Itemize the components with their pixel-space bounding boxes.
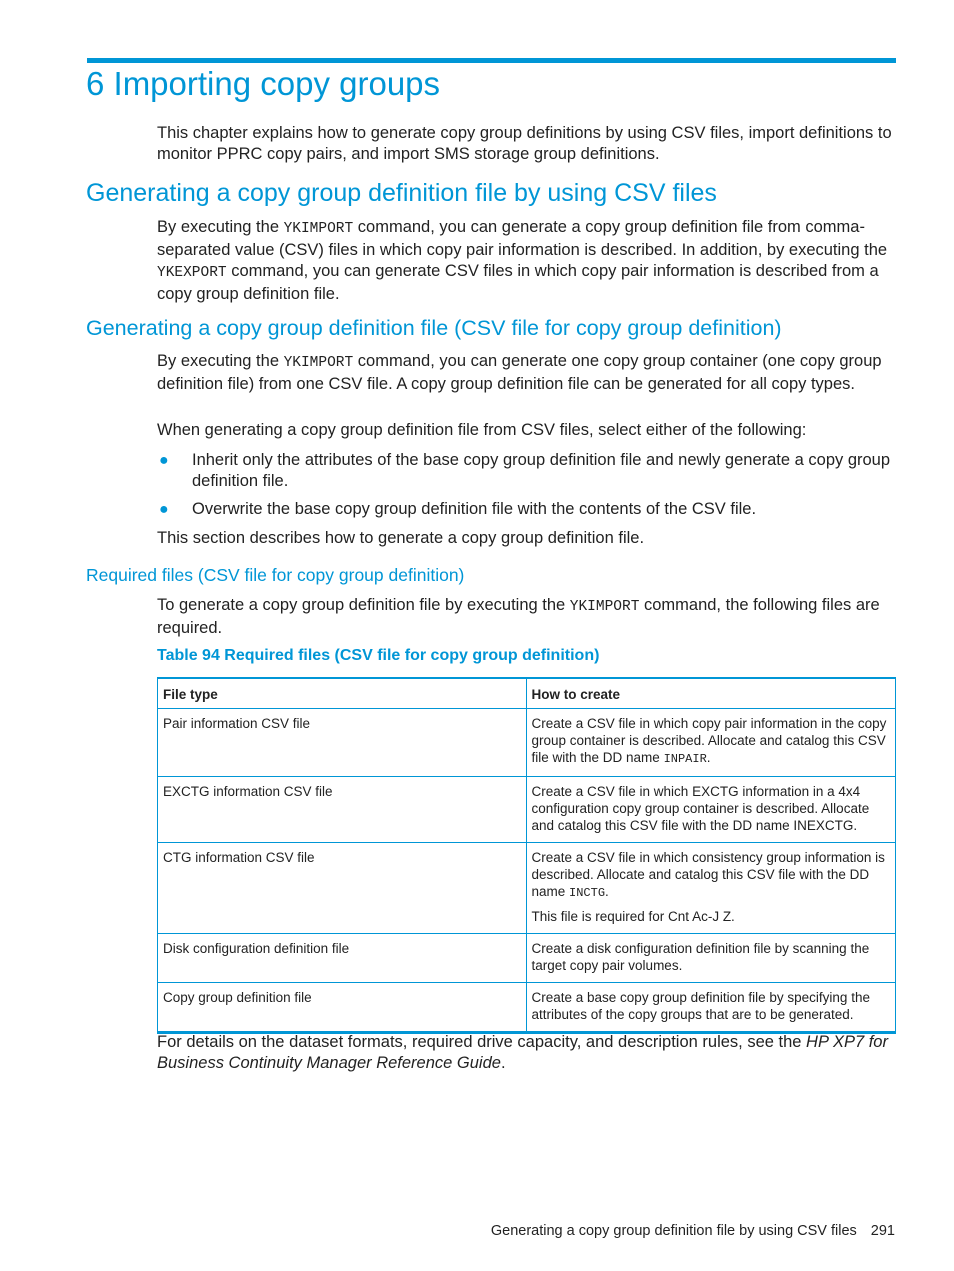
- section-heading-csv: Generating a copy group definition file by using CSV files: [86, 179, 717, 207]
- cell-how-to-create: [526, 843, 896, 934]
- list-item: [157, 450, 897, 492]
- dd-name-code: INCTG: [569, 886, 606, 900]
- section2-paragraph-1: [157, 351, 897, 395]
- cell-how-to-create: [526, 934, 896, 983]
- cell-file-type: Pair information CSV file: [158, 709, 527, 777]
- text: Create a CSV file in which consistency group information is described. Allocate and catalog this CSV file with the DD name: [531, 850, 885, 899]
- command-ykimport: YKIMPORT: [283, 221, 354, 237]
- table-header-row: [158, 678, 896, 709]
- cell-note: This file is required for Cnt Ac-J Z.: [531, 909, 735, 924]
- section3-paragraph: [157, 595, 897, 639]
- command-ykimport: YKIMPORT: [569, 599, 640, 615]
- text: Create a CSV file in which copy pair information in the copy group container is described. Allocate and catalog this CSV file with the DD name: [531, 716, 887, 765]
- text: Overwrite the base copy group definition file with the contents of the CSV file.: [192, 500, 757, 518]
- text: Inherit only the attributes of the base copy group definition file and newly generate a copy group definition file.: [192, 451, 891, 490]
- bullet-icon: ●: [159, 501, 169, 518]
- page-footer: [491, 1223, 895, 1239]
- intro-text: This chapter explains how to generate copy group definitions by using CSV files, import definitions to monitor PPRC copy pairs, and import SMS storage group definitions.: [157, 124, 892, 163]
- text: .: [706, 750, 711, 765]
- text: command, you can generate a copy group definition file from comma-separated value (CSV) files in which copy pair information is described. In addition, by executing the: [157, 218, 888, 259]
- chapter-title: 6 Importing copy groups: [86, 65, 441, 102]
- option-list: [157, 450, 897, 492]
- page-number: 291: [870, 1223, 895, 1239]
- subsection-heading-definition: Generating a copy group definition file (CSV file for copy group definition): [86, 316, 782, 340]
- text: command, you can generate one copy group container (one copy group definition file) from one CSV file. A copy group definition file can be generated for all copy types.: [157, 352, 882, 393]
- text: command, the following files are required.: [157, 596, 880, 637]
- text: When generating a copy group definition file from CSV files, select either of the following:: [157, 421, 807, 439]
- cell-file-type: CTG information CSV file: [158, 843, 527, 934]
- subsubsection-heading-required-files: Required files (CSV file for copy group definition): [86, 565, 465, 585]
- text: For details on the dataset formats, required drive capacity, and description rules, see the: [157, 1033, 807, 1051]
- reference-guide-title: HP XP7 for Business Continuity Manager Reference Guide: [157, 1033, 888, 1072]
- table-row: [158, 983, 896, 1033]
- table-row: [158, 934, 896, 983]
- text: By executing the: [157, 352, 284, 370]
- required-files-table: [157, 677, 896, 1034]
- cell-how-to-create: [526, 983, 896, 1033]
- section1-paragraph: [157, 217, 897, 305]
- command-ykexport: YKEXPORT: [157, 265, 227, 281]
- table-row: [158, 843, 896, 934]
- column-header-how-to-create: How to create: [526, 678, 896, 709]
- table-caption: Table 94 Required files (CSV file for copy group definition): [157, 647, 600, 664]
- list-item: [157, 499, 897, 520]
- table-row: [158, 709, 896, 777]
- dd-name-code: INPAIR: [663, 752, 707, 766]
- cell-how-to-create: [526, 709, 896, 777]
- cell-file-type: Disk configuration definition file: [158, 934, 527, 983]
- cell-file-type: EXCTG information CSV file: [158, 777, 527, 843]
- text: This section describes how to generate a copy group definition file.: [157, 529, 645, 547]
- option-list: [157, 499, 897, 520]
- text: By executing the: [157, 218, 284, 236]
- text: .: [605, 884, 609, 899]
- bullet-icon: ●: [159, 452, 169, 469]
- text: command, you can generate CSV files in which copy pair information is described from a copy group definition file.: [157, 262, 879, 303]
- intro-paragraph: [157, 123, 897, 165]
- cell-file-type: Copy group definition file: [158, 983, 527, 1033]
- command-ykimport: YKIMPORT: [283, 355, 354, 371]
- text: Create a base copy group definition file by specifying the attributes of the copy groups that are to be generated.: [531, 990, 870, 1022]
- running-title: Generating a copy group definition file by using CSV files: [490, 1223, 857, 1239]
- top-rule: [87, 58, 896, 63]
- text: Create a disk configuration definition file by scanning the target copy pair volumes.: [531, 941, 870, 973]
- column-header-file-type: File type: [158, 678, 527, 709]
- section2-paragraph-2: [157, 420, 897, 441]
- closing-paragraph: [157, 1032, 897, 1074]
- text: Create a CSV file in which EXCTG information in a 4x4 configuration copy group container is described. Allocate and catalog this CSV file with the DD name INEXCTG.: [531, 784, 870, 833]
- table-row: [158, 777, 896, 843]
- cell-how-to-create: [526, 777, 896, 843]
- text: .: [500, 1054, 506, 1072]
- section2-paragraph-3: [157, 528, 897, 549]
- text: To generate a copy group definition file by executing the: [157, 596, 570, 614]
